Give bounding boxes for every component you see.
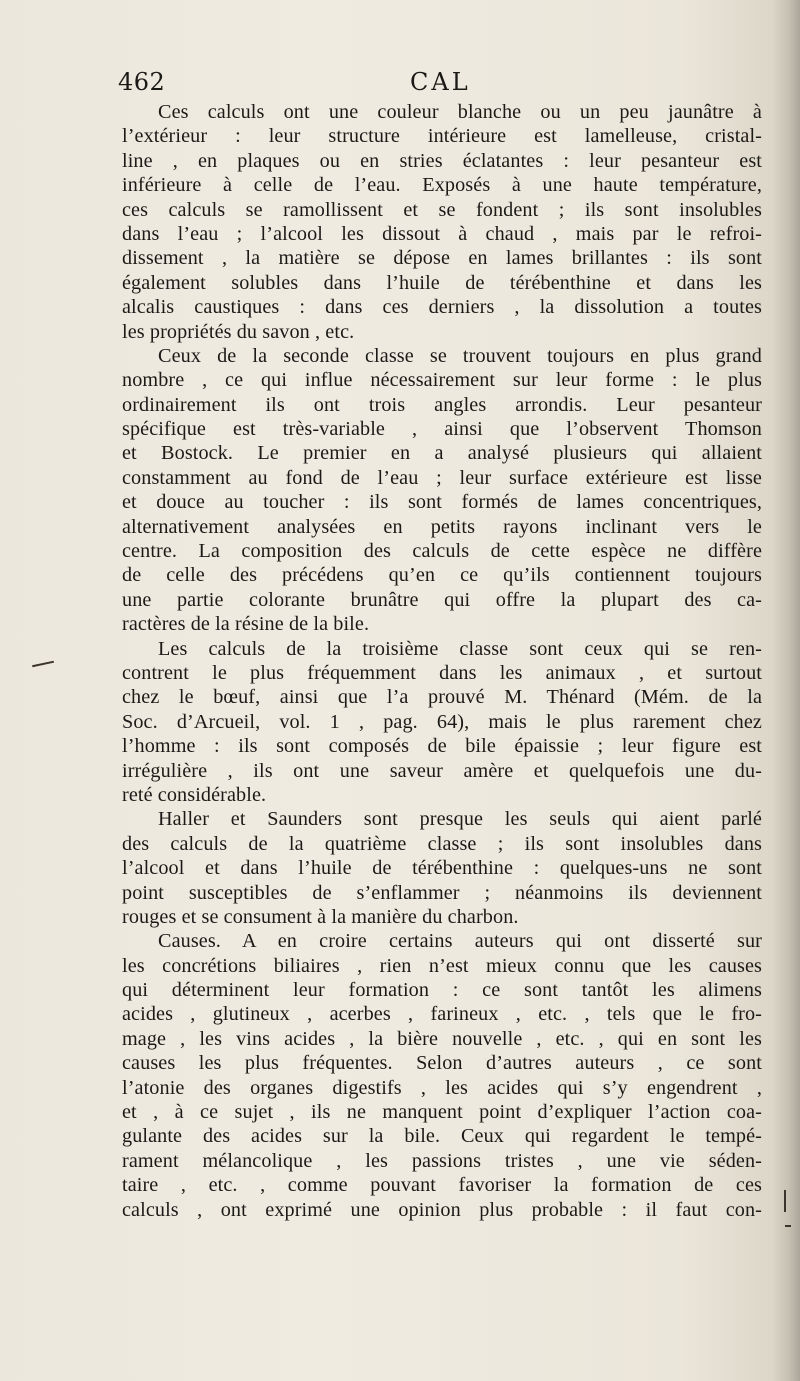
text-line: Ces calculs ont une couleur blanche ou un peu jaunâtre à <box>158 101 762 123</box>
text-line: taire , etc. , comme pouvant favoriser la formation de ces <box>122 1174 762 1197</box>
text-line: dans l’eau ; l’alcool les dissout à chaud , mais par le refroi- <box>122 222 762 245</box>
text-line: Soc. d’Arcueil, vol. 1 , pag. 64), mais le plus rarement chez <box>122 710 762 733</box>
text-line: reté considérable. <box>122 783 267 806</box>
text-line: une partie colorante brunâtre qui offre la plupart des ca- <box>122 588 762 611</box>
page-header <box>118 68 758 100</box>
margin-mark <box>784 1190 786 1212</box>
margin-mark <box>32 661 54 667</box>
body-text <box>122 100 762 1222</box>
text-line: gulante des acides sur la bile. Ceux qui regardent le tempé- <box>122 1125 762 1148</box>
text-line: irrégulière , ils ont une saveur amère et quelquefois une du- <box>122 759 762 782</box>
text-line: également solubles dans l’huile de térébenthine et dans les <box>122 271 762 294</box>
text-line: alternativement analysées en petits rayons inclinant vers le <box>122 515 762 538</box>
text-line: causes les plus fréquentes. Selon d’autres auteurs , ce sont <box>122 1052 762 1075</box>
text-line: Ceux de la seconde classe se trouvent toujours en plus grand <box>158 344 762 367</box>
text-line: l’alcool et dans l’huile de térébenthine : quelques-uns ne sont <box>122 857 762 880</box>
text-line: Causes. A en croire certains auteurs qui ont disserté sur <box>158 930 762 953</box>
margin-mark <box>785 1225 791 1227</box>
text-line: rouges et se consument à la manière du charbon. <box>122 905 519 928</box>
text-line: line , en plaques ou en stries éclatantes : leur pesanteur est <box>122 149 762 172</box>
text-line: inférieure à celle de l’eau. Exposés à une haute température, <box>122 174 762 197</box>
text-line: ces calculs se ramollissent et se fondent ; ils sont insolubles <box>122 198 762 221</box>
text-line: l’extérieur : leur structure intérieure est lamelleuse, cristal- <box>122 125 762 148</box>
text-line: et douce au toucher : ils sont formés de lames concentriques, <box>122 491 762 514</box>
text-line: chez le bœuf, ainsi que l’a prouvé M. Thénard (Mém. de la <box>122 686 762 709</box>
text-line: les concrétions biliaires , rien n’est mieux connu que les causes <box>122 954 762 977</box>
text-line: constamment au fond de l’eau ; leur surface extérieure est lisse <box>122 466 762 489</box>
text-line: qui déterminent leur formation : ce sont tantôt les alimens <box>122 979 762 1002</box>
text-line: l’atonie des organes digestifs , les acides qui s’y engendrent , <box>122 1076 762 1099</box>
text-line: Les calculs de la troisième classe sont ceux qui se ren- <box>158 637 762 660</box>
text-line: mage , les vins acides , la bière nouvelle , etc. , qui en sont les <box>122 1027 762 1050</box>
text-line: spécifique est très-variable , ainsi que l’observent Thomson <box>122 418 762 441</box>
running-head: CAL <box>410 68 471 96</box>
text-line: contrent le plus fréquemment dans les animaux , et surtout <box>122 661 762 684</box>
text-line: et , à ce sujet , ils ne manquent point d’expliquer l’action coa- <box>122 1101 762 1124</box>
text-line: l’homme : ils sont composés de bile épaissie ; leur figure est <box>122 735 762 758</box>
text-line: et Bostock. Le premier en a analysé plusieurs qui allaient <box>122 442 762 465</box>
text-line: les propriétés du savon , etc. <box>122 320 355 343</box>
text-line: Haller et Saunders sont presque les seuls qui aient parlé <box>158 808 762 831</box>
text-line: point susceptibles de s’enflammer ; néanmoins ils deviennent <box>122 881 762 904</box>
text-line: dissement , la matière se dépose en lames brillantes : ils sont <box>122 247 762 270</box>
page-number: 462 <box>118 68 166 96</box>
text-line: calculs , ont exprimé une opinion plus probable : il faut con- <box>122 1198 762 1221</box>
text-line: des calculs de la quatrième classe ; ils sont insolubles dans <box>122 832 762 855</box>
text-line: ordinairement ils ont trois angles arrondis. Leur pesanteur <box>122 393 762 416</box>
text-line: acides , glutineux , acerbes , farineux , etc. , tels que le fro- <box>122 1003 762 1026</box>
text-line: de celle des précédens qu’en ce qu’ils contiennent toujours <box>122 564 762 587</box>
text-line: ractères de la résine de la bile. <box>122 613 370 636</box>
text-line: rament mélancolique , les passions tristes , une vie séden- <box>122 1149 762 1172</box>
page-gutter-shadow <box>772 0 800 1381</box>
text-line: alcalis caustiques : dans ces derniers , la dissolution a toutes <box>122 296 762 319</box>
text-line: nombre , ce qui influe nécessairement sur leur forme : le plus <box>122 369 762 392</box>
text-line: centre. La composition des calculs de cette espèce ne diffère <box>122 540 762 563</box>
